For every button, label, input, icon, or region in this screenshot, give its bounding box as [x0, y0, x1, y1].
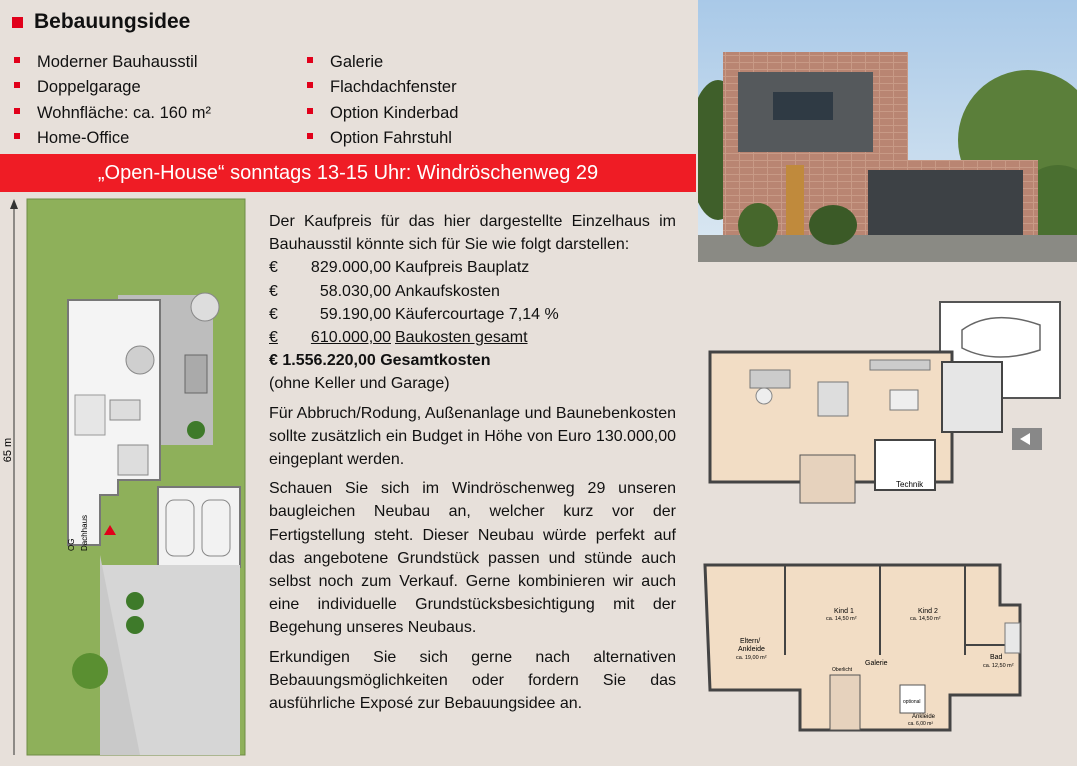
visit-paragraph: Schauen Sie sich im Windröschenweg 29 unseren baugleichen Neubau an, welcher kurz vor der Fertigstellung steht. Dieser Neubau würde perfekt auf das angebotene Grundstück passen und stünde auch selbst noch zum Verkauf. Gerne kombinieren wir auch eine individuelle Grundstücksbesichtigung mit der Begehung unseres Neubaus.	[269, 480, 676, 637]
og-label: OG	[67, 538, 76, 551]
total-note: (ohne Keller und Garage)	[269, 375, 450, 393]
cost-currency: €	[269, 329, 278, 347]
contact-paragraph: Erkundigen Sie sich gerne nach alternativen Bebauungsmöglichkeiten oder fordern Sie das ausführliche Exposé zur Bebauungsidee an.	[269, 648, 676, 713]
cost-amount: 829.000,00	[310, 259, 391, 277]
feature-item: Option Kinderbad	[305, 101, 458, 126]
feature-item: Doppelgarage	[12, 75, 211, 100]
page-title	[12, 10, 190, 34]
kind1-label: Kind 1	[834, 608, 854, 615]
cost-amount: 58.030,00	[319, 282, 391, 300]
optional-label: optional	[903, 699, 921, 705]
feature-item: Option Fahrstuhl	[305, 126, 458, 151]
cost-row	[269, 326, 539, 349]
bad-area-label: ca. 12,50 m²	[983, 663, 1014, 669]
cost-row	[269, 303, 676, 326]
cost-currency: €	[269, 282, 278, 300]
feature-item: Moderner Bauhausstil	[12, 50, 211, 75]
banner-text: „Open-House“ sonntags 13-15 Uhr: Windröschenweg 29	[97, 161, 599, 184]
dachhaus-label: Dachhaus	[80, 514, 89, 551]
technik-label: Technik	[896, 480, 924, 489]
cost-row	[269, 280, 676, 303]
cost-label: Ankaufskosten	[395, 282, 500, 300]
oberlicht-label: Oberlicht	[832, 667, 853, 673]
kind2-label: Kind 2	[918, 608, 938, 615]
total-cost: € 1.556.220,00 Gesamtkosten	[269, 352, 491, 370]
feature-item: Wohnfläche: ca. 160 m²	[12, 101, 211, 126]
kind2-area-label: ca. 14,50 m²	[910, 616, 941, 622]
feature-list-right	[305, 50, 458, 151]
eltern-area-label: ca. 19,00 m²	[736, 655, 767, 661]
cost-amount: 59.190,00	[319, 305, 391, 323]
title-bullet-icon	[12, 17, 23, 28]
ankleide2-area-label: ca. 6,00 m²	[908, 721, 934, 727]
upper-floor-plan	[700, 555, 1062, 735]
cost-row	[269, 256, 676, 279]
galerie-label: Galerie	[865, 660, 888, 667]
feature-list-left	[12, 50, 211, 151]
intro-text: Der Kaufpreis für das hier dargestellte Einzelhaus im Bauhausstil könnte sich für Sie wie folgt darstellen:	[269, 213, 676, 254]
feature-item: Flachdachfenster	[305, 75, 458, 100]
title-text: Bebauungsidee	[34, 10, 191, 33]
cost-currency: €	[269, 259, 278, 277]
site-plan	[0, 195, 260, 761]
cost-label: Baukosten gesamt	[395, 329, 528, 347]
kind1-area-label: ca. 14,50 m²	[826, 616, 857, 622]
bad-label: Bad	[990, 654, 1003, 661]
eltern-ankleide-label: Ankleide	[738, 646, 765, 653]
ground-floor-plan	[700, 300, 1062, 508]
ankleide2-label: Ankleide	[912, 714, 936, 720]
cost-currency: €	[269, 305, 278, 323]
budget-paragraph: Für Abbruch/Rodung, Außenanlage und Baunebenkosten sollte zusätzlich ein Budget in Höhe von Euro 130.000,00 eingeplant werden.	[269, 404, 676, 469]
site-dimension-label: 65 m	[2, 437, 14, 463]
feature-item: Home-Office	[12, 126, 211, 151]
eltern-label: Eltern/	[740, 638, 761, 645]
house-photo	[698, 0, 1077, 262]
cost-label: Kaufpreis Bauplatz	[395, 259, 530, 277]
cost-amount: 610.000,00	[310, 329, 391, 347]
open-house-banner	[0, 154, 696, 192]
feature-item: Galerie	[305, 50, 458, 75]
price-description	[269, 210, 676, 715]
cost-label: Käufercourtage 7,14 %	[395, 305, 559, 323]
